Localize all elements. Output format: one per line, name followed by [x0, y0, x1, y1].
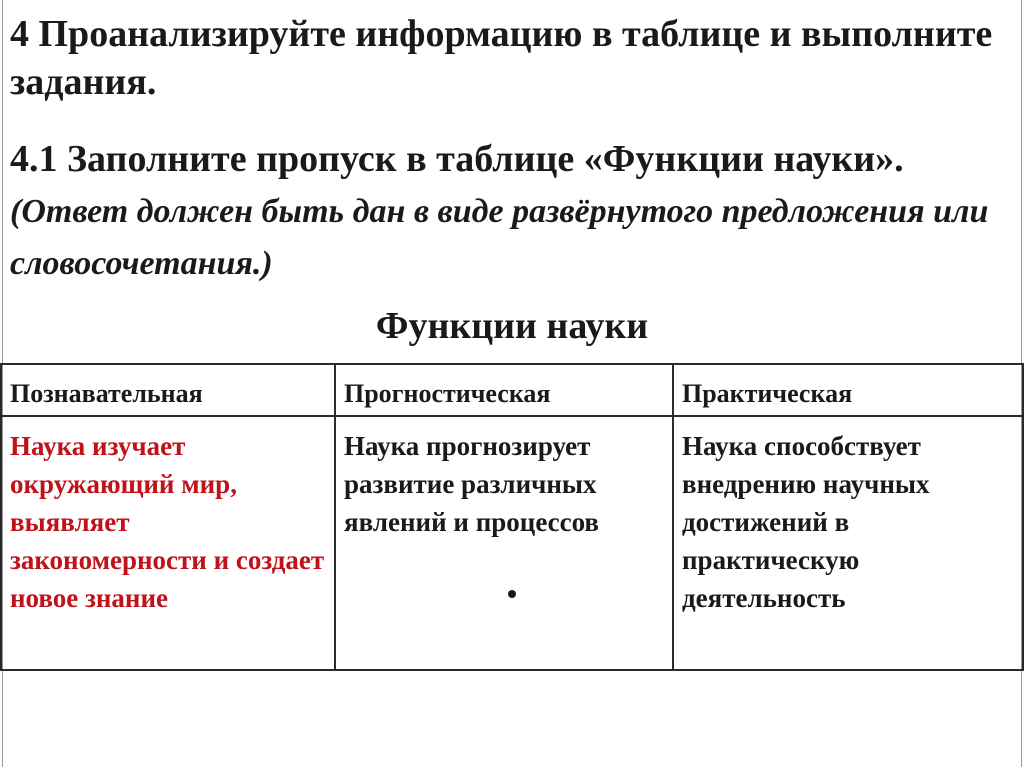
functions-table	[0, 363, 1024, 671]
blank-marker-dot	[508, 590, 516, 598]
cell-cognitive: Наука изучает окружающий мир, выявляет закономерности и создает новое знание	[1, 416, 335, 670]
header-prognostic: Прогностическая	[335, 364, 673, 416]
header-practical: Практическая	[673, 364, 1023, 416]
subtask-text	[10, 134, 1015, 289]
subtask-instruction: 4.1 Заполните пропуск в таблице «Функции науки».	[10, 138, 904, 180]
table-title: Функции науки	[375, 305, 649, 347]
cell-practical: Наука способствует внедрению научных достижений в практическую деятельность	[673, 416, 1023, 670]
answer-note: (Ответ должен быть дан в виде развёрнутого предложения или словосочетания.)	[10, 193, 989, 282]
task-heading: 4 Проанализируйте информацию в таблице и выполните задания.	[10, 13, 993, 103]
table-row	[1, 416, 1023, 670]
table-header-row	[1, 364, 1023, 416]
header-cognitive: Познавательная	[1, 364, 335, 416]
cell-prognostic: Наука прогнозирует развитие различных явлений и процессов	[335, 416, 673, 670]
